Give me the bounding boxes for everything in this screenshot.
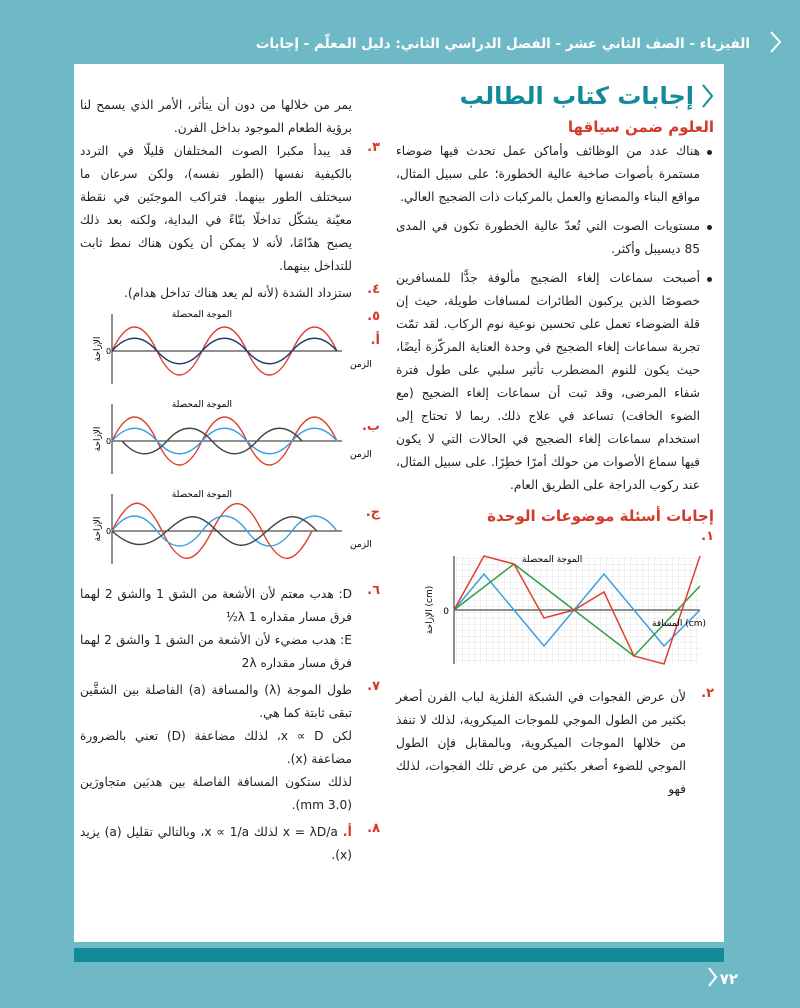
question-3: [80, 140, 380, 278]
section-heading: [396, 82, 714, 110]
resultant-label: الموجة المحصلة: [522, 555, 583, 565]
resultant-label: الموجة المحصلة: [171, 490, 232, 500]
y-axis-label: الإزاحة: [93, 426, 103, 452]
resultant-label: الموجة المحصلة: [171, 400, 232, 410]
answer-text: لذلك ستكون المسافة الفاصلة بين هدبَين متجاورَين (3.0 mm).: [80, 775, 352, 812]
zero-label: 0: [106, 347, 112, 356]
page-number: ٧٢: [719, 970, 738, 988]
question-4: [80, 282, 380, 305]
question-number: ٧.: [367, 679, 380, 694]
question-number: ٦.: [367, 583, 380, 598]
question-number: ٥.: [367, 309, 380, 324]
answer-text: E: هدب مضيء لأن الأشعة من الشق 1 والشق 2 لهما فرق مسار مقداره 2λ: [80, 633, 352, 670]
subheading-context: العلوم ضمن سياقها: [567, 118, 714, 136]
list-item: هناك عدد من الوظائف وأماكن عمل تحدث فيها ضوضاء مستمرة بأصوات صاخبة عالية الخطورة؛ على سبيل المثال، مواقع البناء والمصانع والعمل بالمركبات ذات الضجيج العالي.: [396, 140, 714, 209]
resultant-label: الموجة المحصلة: [171, 310, 232, 320]
subheading-answers: إجابات أسئلة موضوعات الوحدة: [487, 507, 714, 525]
left-column: [80, 94, 380, 871]
wave-graph-a: [92, 309, 372, 389]
chevron-right-icon: [768, 30, 782, 54]
header-title: الفيزياء - الصف الثاني عشر - الفصل الدراسي الثاني: دليل المعلّم - إجابات: [255, 36, 750, 52]
answer-text: [80, 821, 352, 867]
wave-graph-b: [92, 399, 372, 479]
question-number: ٨.: [367, 821, 380, 836]
question-number: ٣.: [367, 140, 380, 155]
question-8: [80, 821, 380, 867]
part-label: ج.: [365, 505, 380, 520]
question-5: [80, 309, 380, 579]
x-axis-label: الزمن: [350, 540, 372, 550]
answer-text: قد يبدأ مكبرا الصوت المختلفان قليلًا في التردد بالكيفية نفسها (الطور نفسه)، ولكن سرعان ما سيختلف الطور بينهما. فتراكب الموجتَين في نقطة معيّنة يشكّل تداخلًا بنّاءً في البداية، ولكنه بعد ذلك يصبح هدّامًا، لأنه لا يمكن أن يكون هناك نمط ثابت للتداخل بينهما.: [80, 144, 352, 273]
answer-text: طول الموجة (λ) والمسافة (a) الفاصلة بين الشقَّين تبقى ثابتة كما هي.: [80, 683, 352, 720]
answer-text: D: هدب معتم لأن الأشعة من الشق 1 والشق 2 لهما فرق مسار مقداره λ 1½: [80, 587, 352, 624]
answer-text: ستزداد الشدة (لأنه لم يعد هناك تداخل هدام).: [123, 286, 352, 300]
zero-label: 0: [443, 607, 449, 617]
zero-label: 0: [106, 437, 112, 446]
y-axis-label: الإزاحة: [93, 336, 103, 362]
chevron-icon: [700, 82, 714, 110]
bullet-list: [396, 140, 714, 497]
page-title: إجابات كتاب الطالب: [459, 82, 694, 110]
question-number: ٢.: [701, 686, 714, 701]
equation-text: x = λD/a لذلك x ∝ 1/a، وبالتالي تقليل (a) يزيد (x).: [80, 825, 352, 862]
list-item: أصبحت سماعات إلغاء الضجيج مألوفة جدًّا للمسافرين خصوصًا الذين يركبون الطائرات لمسافات طويلة، حيث إن قلة الضوضاء تعمل على تحسين نوعية نوم الركاب. لقد تمّت تجربة سماعات إلغاء الضجيج في وحدة العناية المركّزة أيضًا، حيث يكون للنوم المضطرب تأثير سلبي على طول فترة شفاء المرضى، وقد ثبت أن سماعات إلغاء الضجيج (مع الضوء الخافت) تساعد في علاج ذلك. ربما لا تحتاج إلى استخدام سماعات إلغاء الضجيج في الحالات التي لا يكون فيها سماع الأصوات من حولك أمرًا خطِرًا. على سبيل المثال، عند ركوب الدراجة على الطريق العام.: [396, 267, 714, 497]
right-column: [396, 82, 714, 805]
list-item: مستويات الصوت التي تُعدّ عالية الخطورة تكون في المدى 85 ديسيبل وأكثر.: [396, 215, 714, 261]
part-label: أ.: [370, 333, 380, 348]
chevron-icon: [706, 966, 718, 988]
question-7: [80, 679, 380, 817]
answer-text: لأن عرض الفجوات في الشبكة الفلزية لباب الفرن أصغر بكثير من الطول الموجي للموجات الميكروية، لذلك لا تنفذ من خلالها الموجات الميكروية، وبالمقابل فإن الطول الموجي للضوء أصغر بكثير من عرض تلك الفجوات، لذلك فهو: [396, 690, 686, 796]
question-number: ٤.: [367, 282, 380, 297]
continuation-text: يمر من خلالها من دون أن يتأثر، الأمر الذي يسمح لنا برؤية الطعام الموجود بداخل الفرن.: [80, 98, 352, 135]
wave-graph-c: [92, 489, 372, 569]
footer-bar: [74, 948, 724, 962]
header-bar: [0, 0, 800, 64]
x-axis-label: الزمن: [350, 450, 372, 460]
question-6: [80, 583, 380, 675]
part-label: أ.: [342, 825, 353, 840]
y-axis-label: الإزاحة: [93, 516, 103, 542]
question-2: [396, 686, 714, 801]
page-content: [74, 64, 724, 942]
part-label: ب.: [361, 419, 380, 434]
question-number: ١.: [701, 529, 714, 544]
x-axis-label: الزمن: [350, 360, 372, 370]
q1-graph: [414, 546, 714, 676]
answer-text: لكن x ∝ D، لذلك مضاعفة (D) تعني بالضرورة مضاعفة (x).: [80, 729, 352, 766]
y-axis-label: الإزاحة (cm): [425, 585, 435, 635]
x-axis-label: المسافة (cm): [652, 619, 706, 629]
zero-label: 0: [106, 527, 112, 536]
